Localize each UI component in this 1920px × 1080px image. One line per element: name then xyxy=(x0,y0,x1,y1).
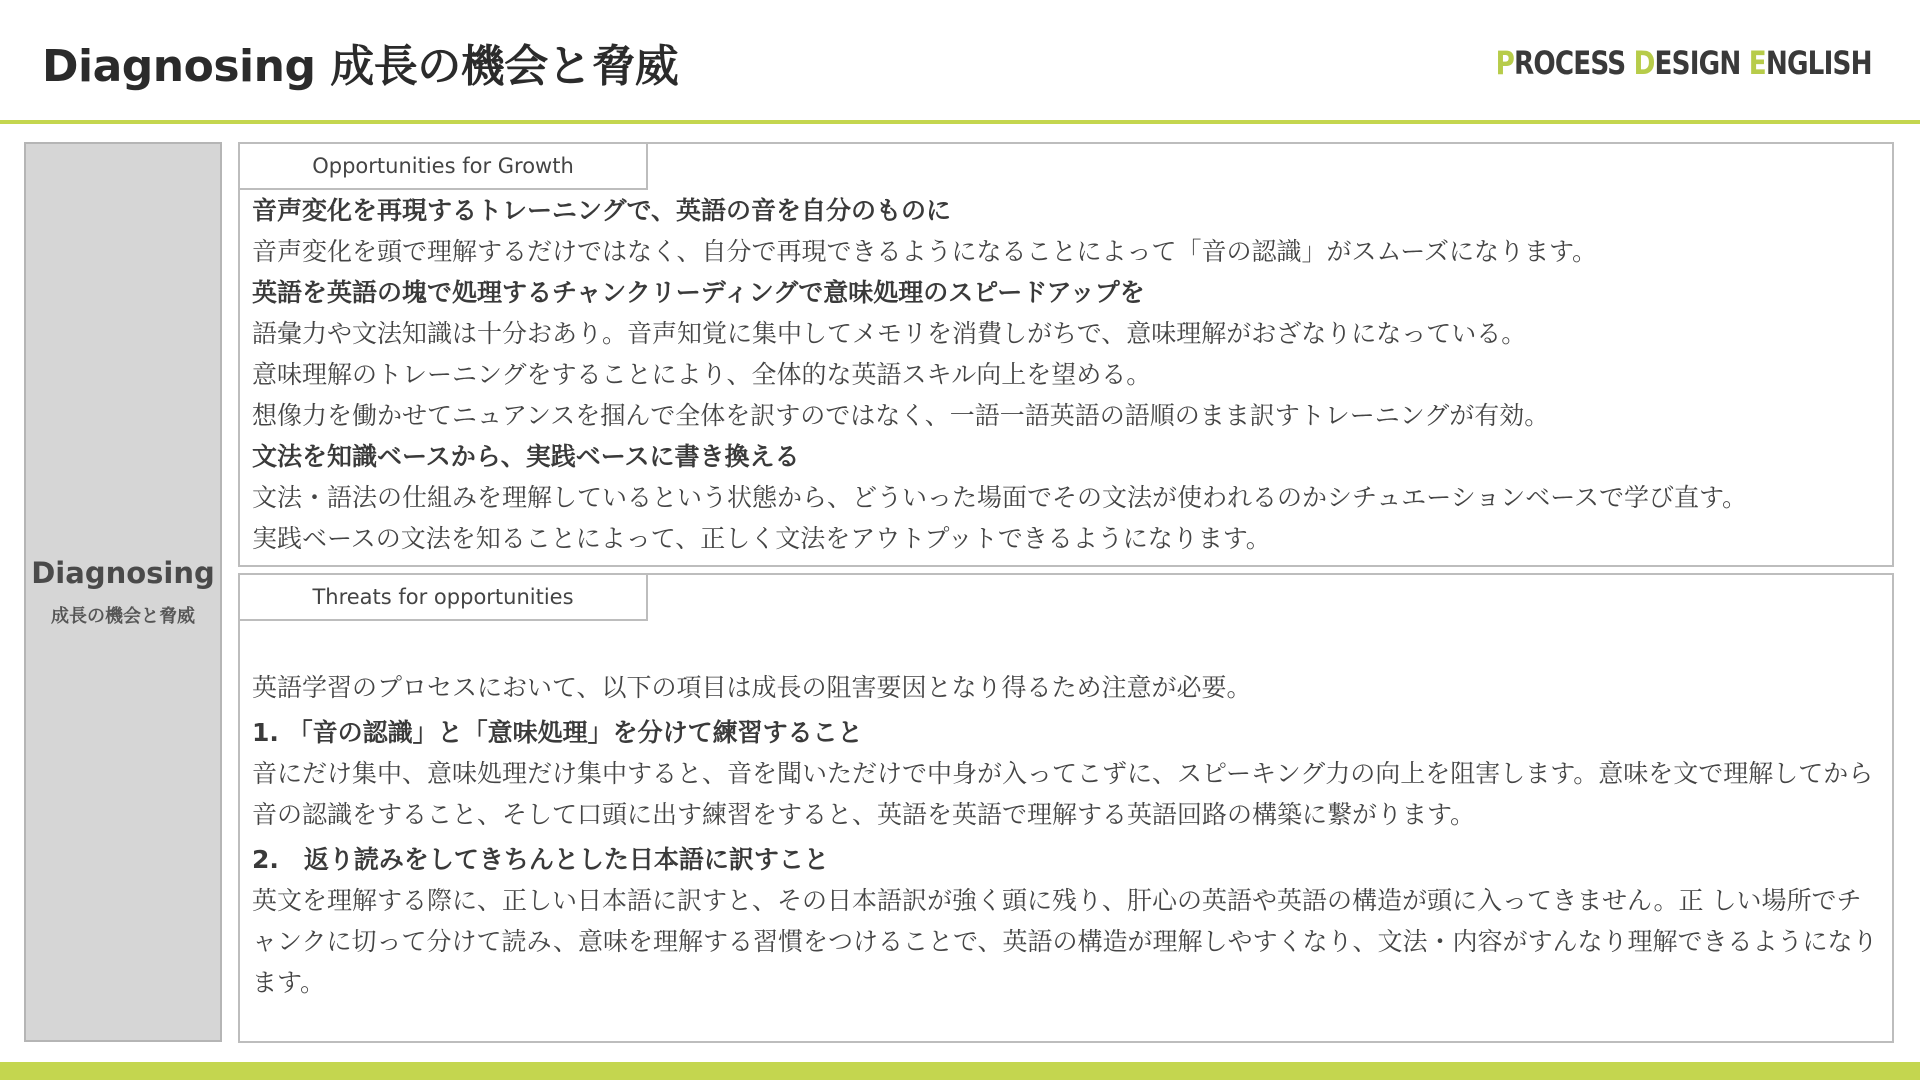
threat-heading-1: 1. 「音の認識」と「意味処理」を分けて練習すること xyxy=(252,718,863,747)
logo-initial-d: D xyxy=(1633,44,1655,82)
logo-word-design: ESIGN xyxy=(1654,44,1741,82)
logo-word-process: ROCESS xyxy=(1514,44,1626,82)
page-title: Diagnosing 成長の機会と脅威 xyxy=(42,41,679,92)
opportunity-text: 音声変化を頭で理解するだけではなく、自分で再現できるようになることによって「音の認識」がスムーズになります。 xyxy=(252,237,1598,266)
logo-initial-e: E xyxy=(1748,44,1767,82)
footer-band xyxy=(0,1062,1920,1080)
threats-content xyxy=(252,667,1880,1003)
brand-logo xyxy=(1496,44,1872,82)
sidebar-subtitle: 成長の機会と脅威 xyxy=(51,606,195,627)
sidebar-panel xyxy=(24,142,222,1042)
opportunity-heading: 英語を英語の塊で処理するチャンクリーディングで意味処理のスピードアップを xyxy=(252,278,1145,307)
opportunity-text: 意味理解のトレーニングをすることにより、全体的な英語スキル向上を望める。 xyxy=(252,360,1152,389)
threat-body-1: 音にだけ集中、意味処理だけ集中すると、音を聞いただけで中身が入ってこずに、スピーキング力の向上を阻害します。意味を文で理解してから音の認識をすること、そして口頭に出す練習をすると、英語を英語で理解する英語回路の構築に繋がります。 xyxy=(252,759,1874,829)
opportunity-heading: 文法を知識ベースから、実践ベースに書き換える xyxy=(252,442,800,471)
threats-intro: 英語学習のプロセスにおいて、以下の項目は成長の阻害要因となり得るため注意が必要。 xyxy=(252,673,1252,702)
threats-section xyxy=(238,573,1894,1043)
opportunity-text: 想像力を働かせてニュアンスを掴んで全体を訳すのではなく、一語一語英語の語順のまま訳すトレーニングが有効。 xyxy=(252,401,1550,430)
opportunity-heading: 音声変化を再現するトレーニングで、英語の音を自分のものに xyxy=(252,196,952,225)
threats-tab-label: Threats for opportunities xyxy=(240,575,648,621)
opportunity-text: 文法・語法の仕組みを理解しているという状態から、どういった場面でその文法が使われるのかシチュエーションベースで学び直す。 xyxy=(252,483,1748,512)
sidebar-title: Diagnosing xyxy=(31,556,215,590)
header-divider xyxy=(0,120,1920,124)
opportunity-text: 実践ベースの文法を知ることによって、正しく文法をアウトプットできるようになります。 xyxy=(252,524,1271,553)
threat-body-2: 英文を理解する際に、正しい日本語に訳すと、その日本語訳が強く頭に残り、肝心の英語や英語の構造が頭に入ってきません。正 しい場所でチャンクに切って分けて読み、意味を理解する習慣をつけることで、英語の構造が理解しやすくなり、文法・内容がすんなり理解できるようになります。 xyxy=(252,886,1878,997)
opportunities-tab-label: Opportunities for Growth xyxy=(240,144,648,190)
opportunity-text: 語彙力や文法知識は十分おあり。音声知覚に集中してメモリを消費しがちで、意味理解がおざなりになっている。 xyxy=(252,319,1527,348)
logo-initial-p: P xyxy=(1495,44,1515,82)
threat-heading-2: 2. 返り読みをしてきちんとした日本語に訳すこと xyxy=(252,845,829,874)
opportunities-section xyxy=(238,142,1894,567)
logo-word-english: NGLISH xyxy=(1766,44,1872,82)
opportunities-content xyxy=(252,190,1880,559)
